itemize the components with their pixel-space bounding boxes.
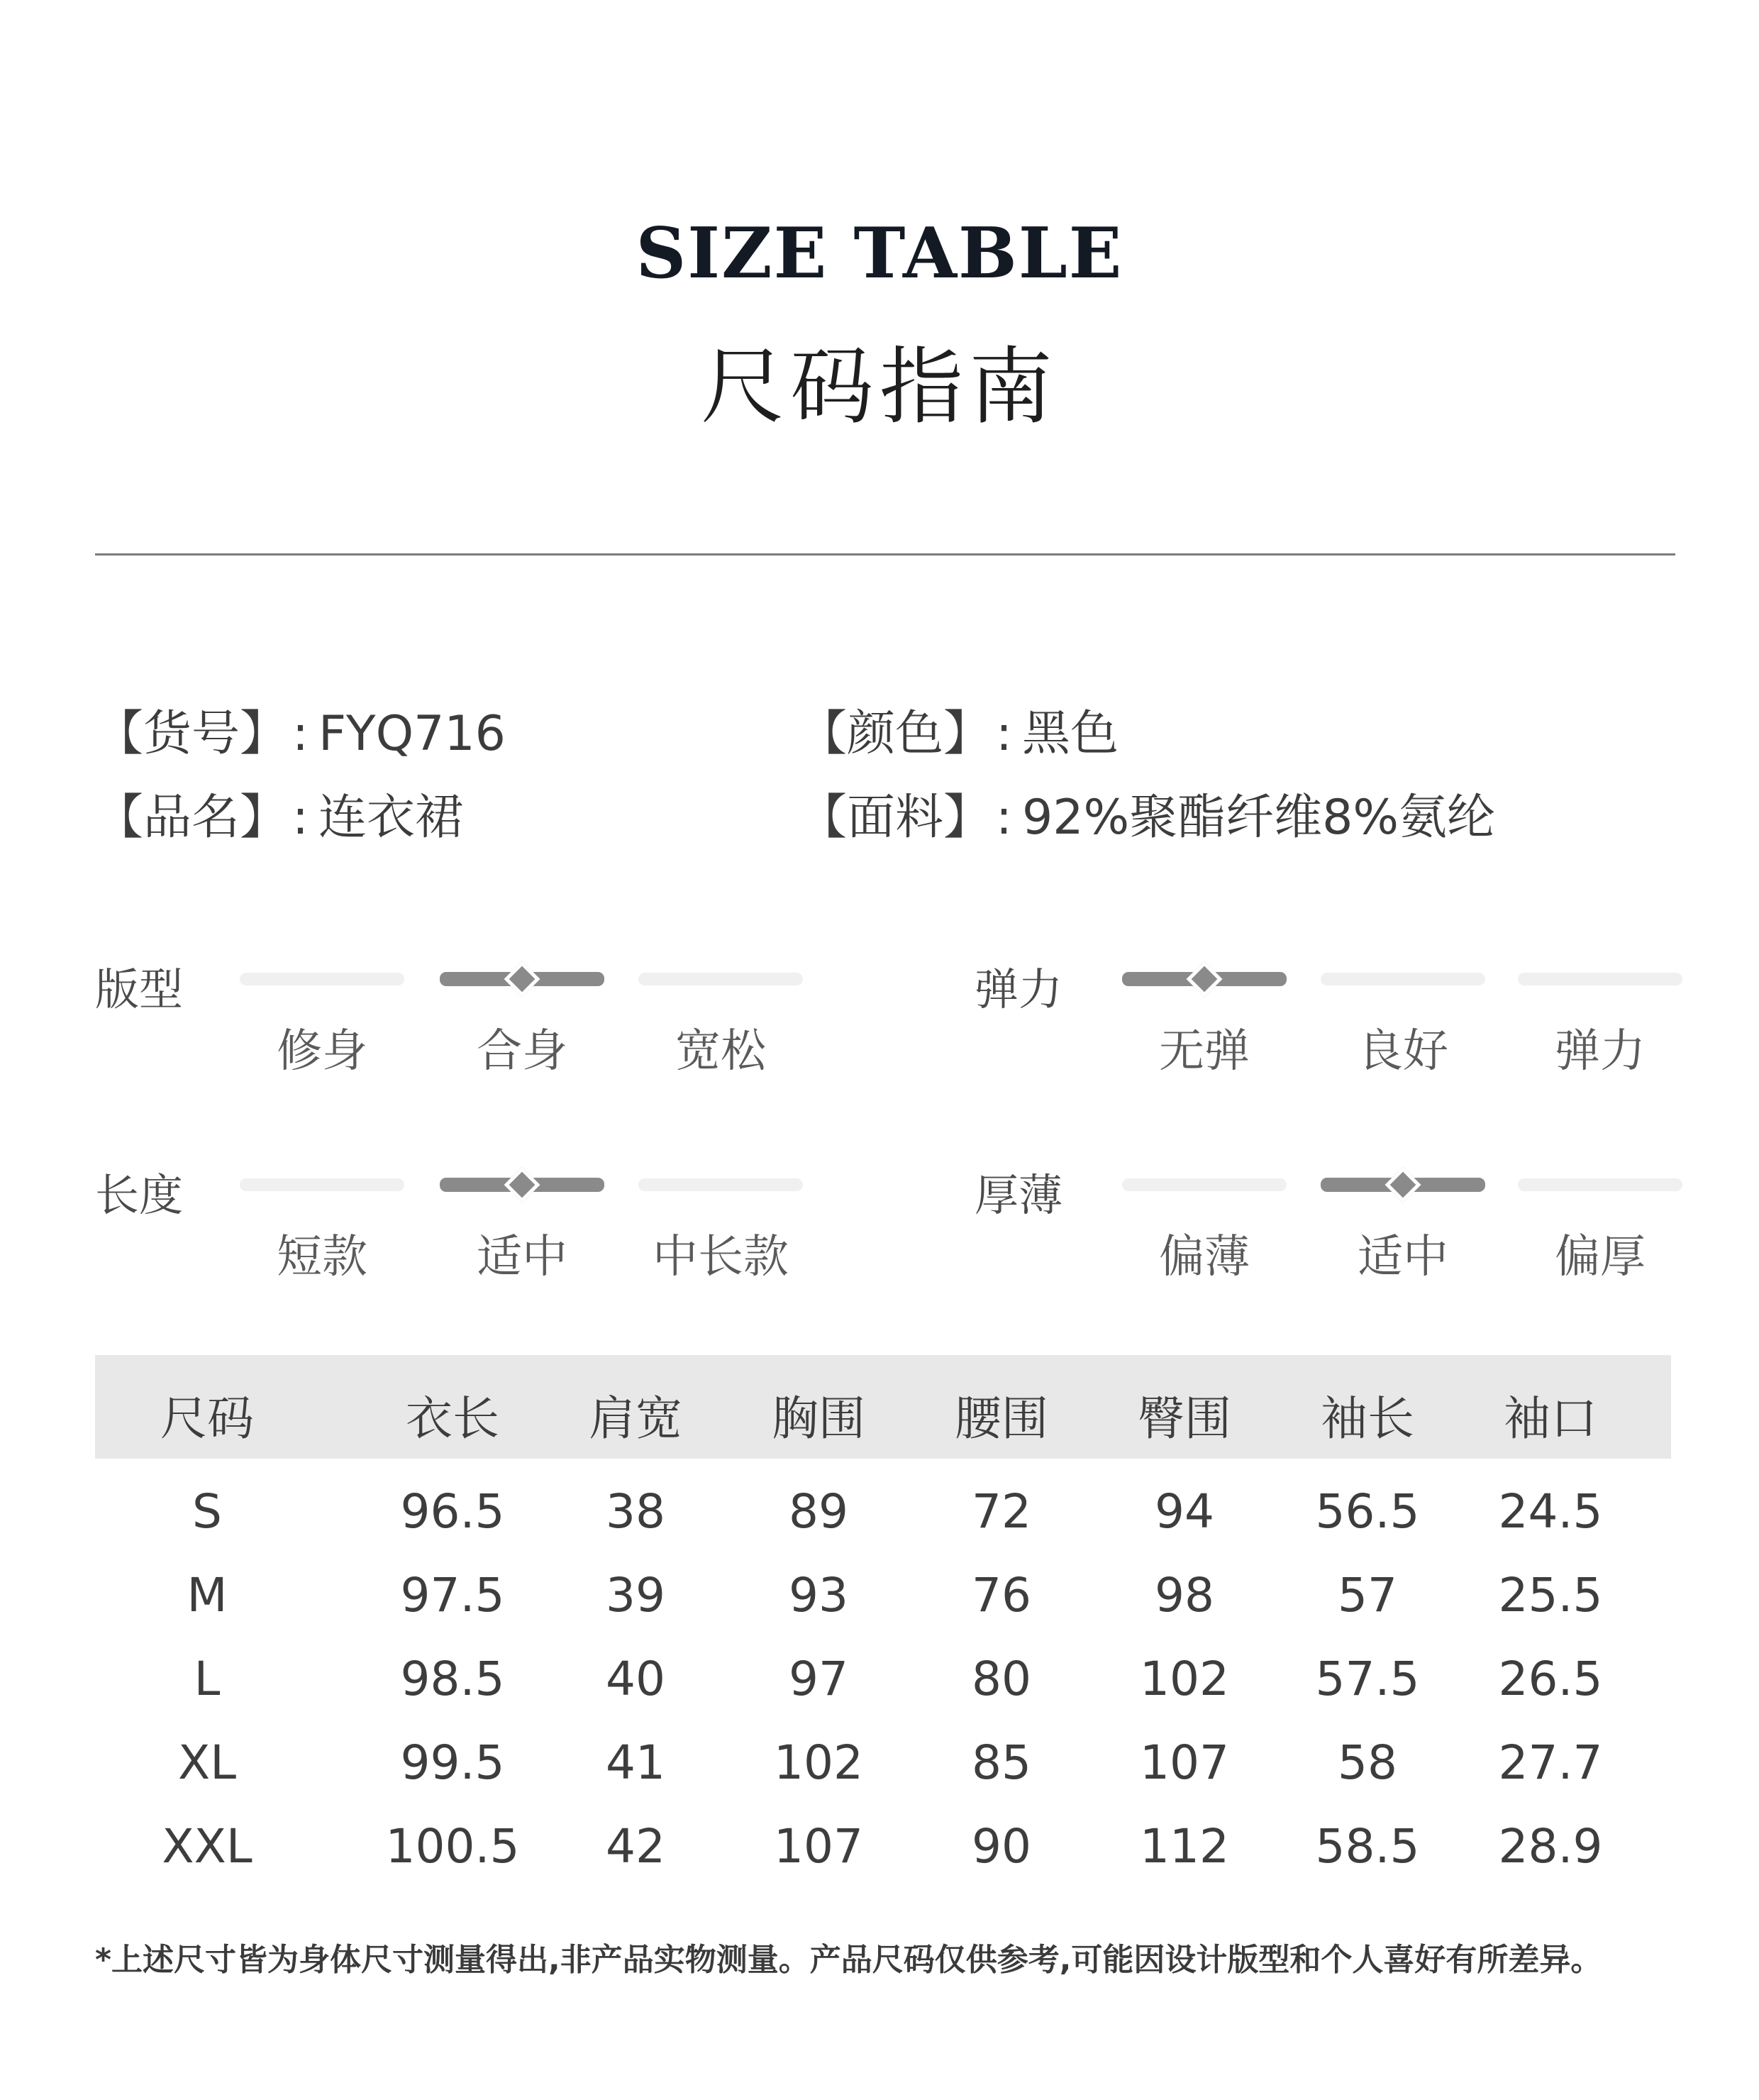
table-size-cell: S <box>192 1484 222 1539</box>
table-column-header: 衣长 <box>406 1391 499 1446</box>
table-column-header: 胸围 <box>772 1391 865 1446</box>
table-cell: 42 <box>606 1819 665 1874</box>
table-cell: 90 <box>972 1819 1031 1874</box>
attribute-option: 偏厚 <box>1555 1231 1646 1283</box>
info-name-sep: : <box>292 790 309 846</box>
info-color-label: 【颜色】 <box>799 706 992 762</box>
attribute-option: 合身 <box>477 1025 567 1078</box>
table-size-cell: L <box>194 1652 221 1706</box>
slider-segment <box>1122 1178 1287 1191</box>
table-cell: 39 <box>606 1568 665 1623</box>
slider-segment-selected <box>1321 1178 1485 1192</box>
info-color-value: 黑色 <box>1021 706 1119 762</box>
table-cell: 56.5 <box>1315 1484 1420 1539</box>
info-material-label: 【面料】 <box>799 790 992 846</box>
table-cell: 38 <box>606 1484 665 1539</box>
info-item-no-label: 【货号】 <box>95 706 289 762</box>
attribute-option: 中长款 <box>653 1231 789 1283</box>
info-material-sep: : <box>996 790 1012 846</box>
attribute-option: 宽松 <box>675 1025 766 1078</box>
table-cell: 97 <box>789 1652 848 1706</box>
info-color <box>799 695 1119 764</box>
attribute-option: 短款 <box>277 1231 367 1283</box>
table-cell: 57.5 <box>1315 1652 1420 1706</box>
info-color-sep: : <box>996 706 1012 762</box>
info-material-value: 92%聚酯纤维8%氨纶 <box>1021 790 1495 846</box>
table-column-header: 袖口 <box>1504 1391 1597 1446</box>
table-cell: 28.9 <box>1498 1819 1603 1874</box>
attribute-label: 长度 <box>95 1169 184 1221</box>
table-cell: 96.5 <box>400 1484 505 1539</box>
table-column-header: 臀围 <box>1138 1391 1231 1446</box>
table-column-header: 腰围 <box>955 1391 1048 1446</box>
table-cell: 100.5 <box>385 1819 520 1874</box>
attribute-option: 适中 <box>1358 1231 1448 1283</box>
attribute-label: 弹力 <box>975 963 1063 1015</box>
header-divider <box>95 553 1675 556</box>
info-name <box>95 779 463 848</box>
table-cell: 99.5 <box>400 1735 505 1790</box>
table-cell: 85 <box>972 1735 1031 1790</box>
attribute-option: 良好 <box>1358 1025 1448 1078</box>
slider-knob-icon <box>504 1167 540 1203</box>
table-size-cell: XL <box>178 1735 236 1790</box>
table-cell: 107 <box>1140 1735 1229 1790</box>
slider-segment <box>638 973 803 985</box>
slider-segment <box>1518 973 1682 985</box>
table-cell: 58.5 <box>1315 1819 1420 1874</box>
attribute-label: 版型 <box>95 963 184 1015</box>
page-title-cn: 尺码指南 <box>700 338 1058 436</box>
slider-knob-icon <box>504 961 540 998</box>
table-size-cell: M <box>187 1568 228 1623</box>
slider-knob-icon <box>1187 961 1223 998</box>
info-material <box>799 779 1495 848</box>
attribute-option: 适中 <box>477 1231 567 1283</box>
table-cell: 80 <box>972 1652 1031 1706</box>
table-cell: 27.7 <box>1498 1735 1603 1790</box>
table-cell: 112 <box>1140 1819 1229 1874</box>
info-name-value: 连衣裙 <box>318 790 463 846</box>
table-cell: 25.5 <box>1498 1568 1603 1623</box>
table-cell: 76 <box>972 1568 1031 1623</box>
slider-segment <box>240 973 404 985</box>
table-cell: 57 <box>1338 1568 1397 1623</box>
slider-segment-selected <box>1122 972 1287 986</box>
table-cell: 102 <box>774 1735 863 1790</box>
table-cell: 102 <box>1140 1652 1229 1706</box>
table-cell: 98.5 <box>400 1652 505 1706</box>
attribute-option: 弹力 <box>1555 1025 1646 1078</box>
footnote: *上述尺寸皆为身体尺寸测量得出,非产品实物测量。产品尺码仅供参考,可能因设计版型和个人喜好有所差异。 <box>95 1942 1602 1978</box>
slider-segment <box>1518 1178 1682 1191</box>
table-column-header: 肩宽 <box>589 1391 682 1446</box>
table-cell: 94 <box>1155 1484 1214 1539</box>
slider-knob-icon <box>1385 1167 1421 1203</box>
table-column-header: 尺码 <box>160 1391 254 1446</box>
attribute-option: 偏薄 <box>1159 1231 1250 1283</box>
info-item-no-value: FYQ716 <box>318 706 506 762</box>
slider-segment <box>638 1178 803 1191</box>
attribute-option: 修身 <box>277 1025 367 1078</box>
slider-segment-selected <box>440 972 604 986</box>
table-cell: 24.5 <box>1498 1484 1603 1539</box>
table-cell: 58 <box>1338 1735 1397 1790</box>
table-cell: 98 <box>1155 1568 1214 1623</box>
page-title-en: SIZE TABLE <box>636 213 1123 294</box>
table-size-cell: XXL <box>162 1819 253 1874</box>
attribute-option: 无弹 <box>1159 1025 1250 1078</box>
info-item-no <box>95 695 506 764</box>
table-cell: 40 <box>606 1652 665 1706</box>
table-cell: 26.5 <box>1498 1652 1603 1706</box>
info-item-no-sep: : <box>292 706 309 762</box>
table-cell: 41 <box>606 1735 665 1790</box>
table-cell: 107 <box>774 1819 863 1874</box>
table-cell: 97.5 <box>400 1568 505 1623</box>
attribute-label: 厚薄 <box>975 1169 1063 1221</box>
slider-segment <box>240 1178 404 1191</box>
slider-segment-selected <box>440 1178 604 1192</box>
slider-segment <box>1321 973 1485 985</box>
table-cell: 93 <box>789 1568 848 1623</box>
table-cell: 72 <box>972 1484 1031 1539</box>
info-name-label: 【品名】 <box>95 790 289 846</box>
table-cell: 89 <box>789 1484 848 1539</box>
table-column-header: 袖长 <box>1321 1391 1414 1446</box>
